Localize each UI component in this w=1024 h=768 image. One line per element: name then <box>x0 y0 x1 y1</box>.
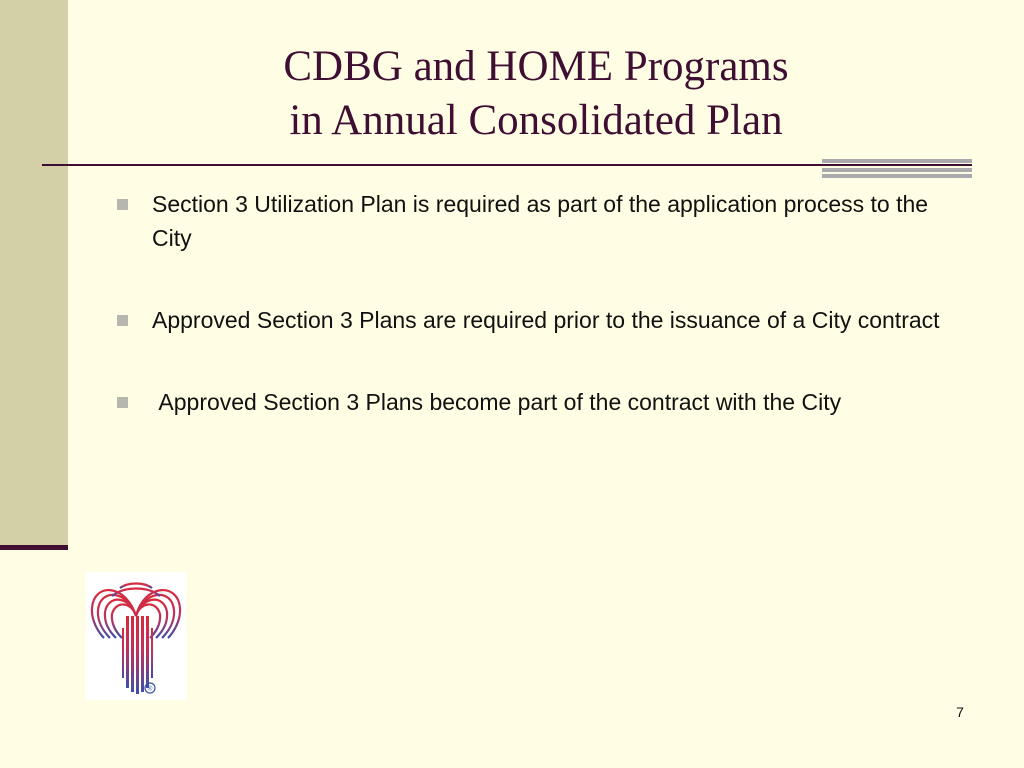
slide-title <box>68 40 1004 148</box>
divider-accent-stripe <box>822 168 972 172</box>
sidebar-accent-line <box>0 545 68 550</box>
left-sidebar-bar <box>0 0 68 545</box>
square-bullet-icon <box>117 199 128 210</box>
divider-accent-stripe <box>822 159 972 163</box>
square-bullet-icon <box>117 315 128 326</box>
bullet-list <box>112 187 972 467</box>
fountain-logo-icon <box>86 572 186 700</box>
title-divider <box>42 164 972 166</box>
page-number: 7 <box>956 704 964 720</box>
bullet-item <box>112 187 972 255</box>
bullet-item <box>112 385 972 419</box>
registered-mark: ® <box>147 685 153 693</box>
bullet-text: Section 3 Utilization Plan is required as part of the application process to the City <box>152 191 929 251</box>
square-bullet-icon <box>117 397 128 408</box>
title-line-1: CDBG and HOME Programs <box>283 43 789 90</box>
bullet-text: Approved Section 3 Plans are required prior to the issuance of a City contract <box>152 307 940 333</box>
bullet-item <box>112 303 972 337</box>
divider-accent-stripe <box>822 174 972 178</box>
bullet-text: Approved Section 3 Plans become part of the contract with the City <box>152 389 842 415</box>
title-line-2: in Annual Consolidated Plan <box>289 97 783 144</box>
